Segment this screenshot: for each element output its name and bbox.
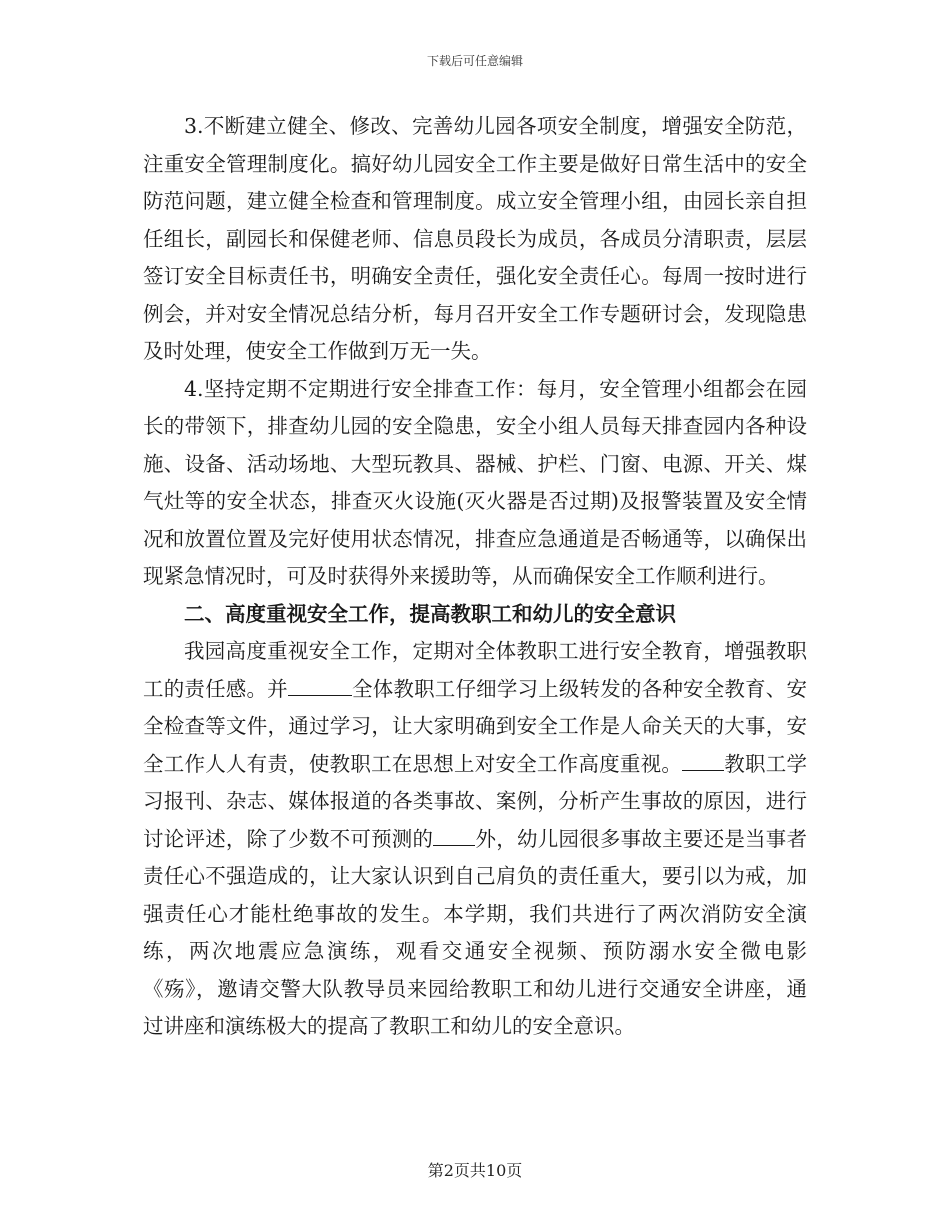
section-heading: 二、高度重视安全工作，提高教职工和幼儿的安全意识 [184,601,676,626]
document-body [143,108,807,1046]
paragraph-segment-2: 全体教职工仔细学习上级转发的各种安全教育、安全检查等文件，通过学习，让大家明确到安全工作是人命关天的大事，安全工作人人有责，使教职工在思想上对安全工作高度重视。 [143,676,807,776]
page-footer: 第2页共10页 [427,1161,523,1180]
blank-underline-3 [433,823,475,846]
paragraph-segment-1: 我园高度重视安全工作，定期对全体教职工进行安全教育，增强教职工的责任感。并 [143,639,807,701]
paragraph-segment-4: 外，幼儿园很多事故主要还是当事者责任心不强造成的，让大家认识到自己肩负的责任重大，要引以为戒，加强责任心才能杜绝事故的发生。本学期，我们共进行了两次消防安全演练，两次地震应急演练，观看交通安全视频、预防溺水安全微电影《殇》，邀请交警大队教导员来园给教职工和幼儿进行交通安全讲座，通过讲座和演练极大的提高了教职工和幼儿的安全意识。 [143,826,808,1038]
blank-underline-2 [682,748,724,771]
paragraph-segment-3: 教职工学习报刊、杂志、媒体报道的各类事故、案例，分析产生事故的原因，进行讨论评述，除了少数不可预测的 [143,751,808,851]
blank-underline-1 [288,673,352,696]
paragraph-item-4: 4.坚持定期不定期进行安全排查工作：每月，安全管理小组都会在园长的带领下，排查幼儿园的安全隐患，安全小组人员每天排查园内各种设施、设备、活动场地、大型玩教具、器械、护栏、门窗、电源、开关、煤气灶等的安全状态，排查灭火设施(灭火器是否过期)及报警装置及安全情况和放置位置及完好使用状态情况，排查应急通道是否畅通等，以确保出现紧急情况时，可及时获得外来援助等，从而确保安全工作顺利进行。 [143,376,807,588]
page-header: 下载后可任意编辑 [426,54,523,68]
paragraph-section-2 [143,633,807,1046]
paragraph-item-3: 3.不断建立健全、修改、完善幼儿园各项安全制度，增强安全防范，注重安全管理制度化。搞好幼儿园安全工作主要是做好日常生活中的安全防范问题，建立健全检查和管理制度。成立安全管理小组，由园长亲自担任组长，副园长和保健老师、信息员段长为成员，各成员分清职责，层层签订安全目标责任书，明确安全责任，强化安全责任心。每周一按时进行例会，并对安全情况总结分析，每月召开安全工作专题研讨会，发现隐患及时处理，使安全工作做到万无一失。 [143,114,807,363]
